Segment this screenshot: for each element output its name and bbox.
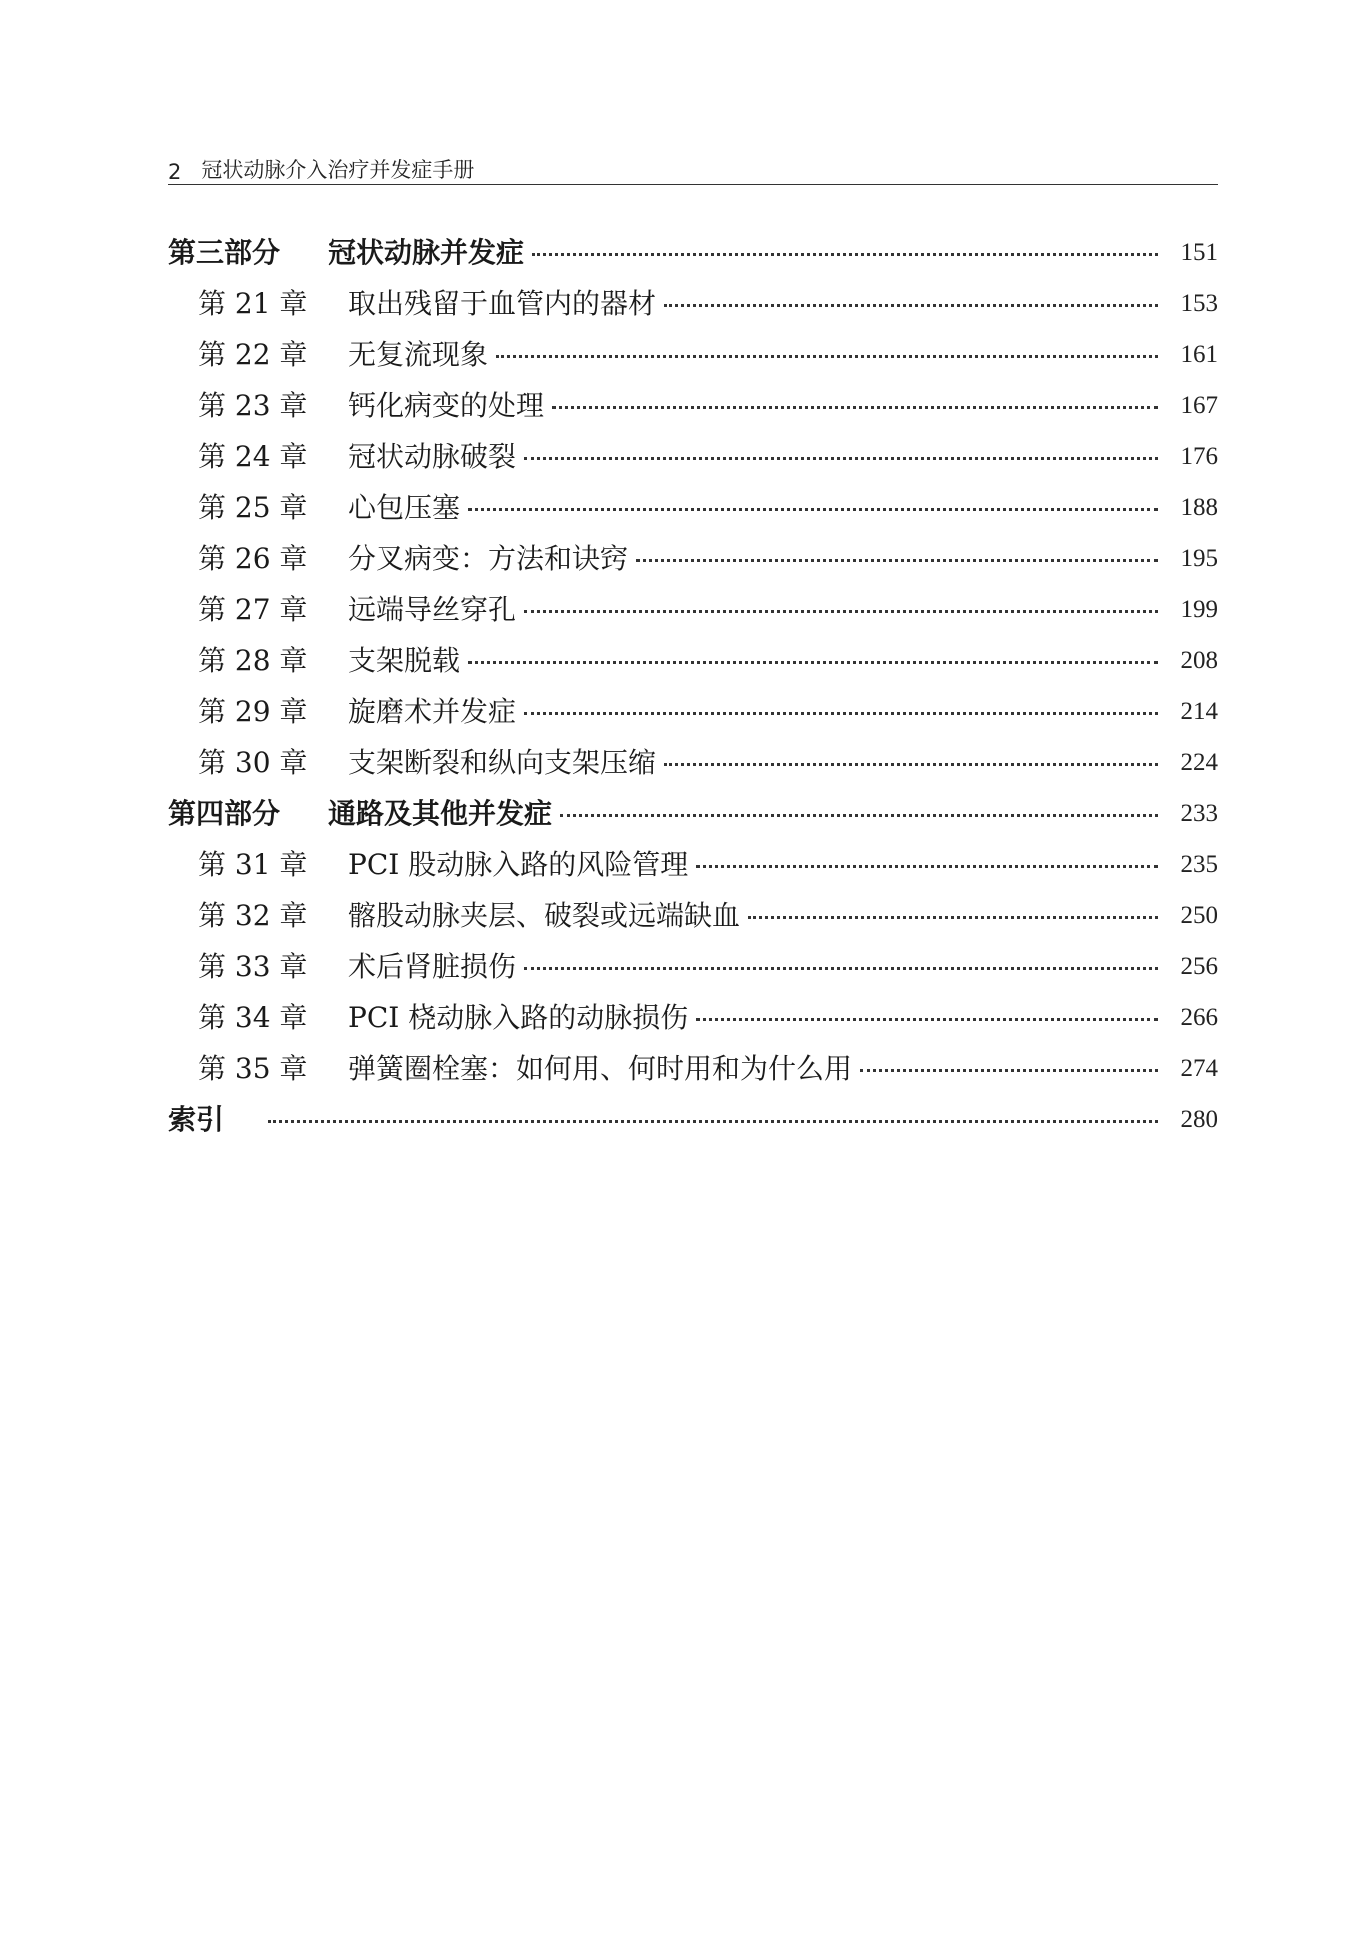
toc-title: 支架脱载 — [348, 644, 461, 677]
toc-title: 钙化病变的处理 — [348, 389, 545, 422]
toc-title: 支架断裂和纵向支架压缩 — [348, 746, 657, 779]
running-header — [168, 148, 1218, 184]
toc-page-number: 199 — [1180, 596, 1218, 623]
header-divider — [168, 184, 1218, 185]
toc-title: 弹簧圈栓塞：如何用、何时用和为什么用 — [348, 1052, 853, 1085]
toc-title: PCI 桡动脉入路的动脉损伤 — [348, 1001, 689, 1034]
toc-prefix: 第 23 章 — [198, 389, 308, 422]
toc-prefix: 第三部分 — [168, 236, 281, 269]
toc-title: 分叉病变：方法和诀窍 — [348, 542, 629, 575]
toc-page-number: 280 — [1180, 1106, 1218, 1133]
dot-leader — [664, 304, 1158, 307]
dot-leader — [496, 355, 1158, 358]
toc-title: PCI 股动脉入路的风险管理 — [348, 848, 689, 881]
dot-leader — [468, 661, 1158, 664]
toc-prefix: 第 33 章 — [198, 950, 308, 983]
dot-leader — [696, 1018, 1158, 1021]
toc-page-number: 208 — [1180, 647, 1218, 674]
toc-prefix: 第 24 章 — [198, 440, 308, 473]
toc-chapter-30[interactable] — [168, 737, 1218, 788]
toc-title: 心包压塞 — [348, 491, 461, 524]
toc-page-number: 188 — [1180, 494, 1218, 521]
toc-chapter-25[interactable] — [168, 482, 1218, 533]
toc-prefix: 第 28 章 — [198, 644, 308, 677]
toc-title: 通路及其他并发症 — [328, 797, 553, 830]
toc-prefix: 索引 — [168, 1103, 225, 1136]
toc-page-number: 274 — [1180, 1055, 1218, 1082]
toc-title: 取出残留于血管内的器材 — [348, 287, 657, 320]
dot-leader — [524, 457, 1158, 460]
dot-leader — [524, 712, 1158, 715]
toc-chapter-21[interactable] — [168, 278, 1218, 329]
toc-part-4[interactable] — [168, 788, 1218, 839]
toc-chapter-24[interactable] — [168, 431, 1218, 482]
header-page-number: 2 — [168, 160, 182, 184]
toc-part-3[interactable] — [168, 227, 1218, 278]
toc-title: 冠状动脉破裂 — [348, 440, 517, 473]
toc-page-number: 233 — [1180, 800, 1218, 827]
toc-page-number: 176 — [1180, 443, 1218, 470]
dot-leader — [860, 1069, 1158, 1072]
toc-page-number: 214 — [1180, 698, 1218, 725]
toc-prefix: 第 25 章 — [198, 491, 308, 524]
dot-leader — [636, 559, 1158, 562]
toc-page-number: 266 — [1180, 1004, 1218, 1031]
toc-prefix: 第 34 章 — [198, 1001, 308, 1034]
toc-prefix: 第 27 章 — [198, 593, 308, 626]
toc-page-number: 256 — [1180, 953, 1218, 980]
toc-chapter-33[interactable] — [168, 941, 1218, 992]
toc-chapter-32[interactable] — [168, 890, 1218, 941]
dot-leader — [524, 610, 1158, 613]
toc-prefix: 第 26 章 — [198, 542, 308, 575]
toc-title: 无复流现象 — [348, 338, 489, 371]
dot-leader — [664, 763, 1158, 766]
toc-chapter-22[interactable] — [168, 329, 1218, 380]
toc-chapter-23[interactable] — [168, 380, 1218, 431]
toc-index[interactable] — [168, 1094, 1218, 1145]
toc-prefix: 第 29 章 — [198, 695, 308, 728]
dot-leader — [532, 253, 1158, 256]
dot-leader — [552, 406, 1158, 409]
dot-leader — [524, 967, 1158, 970]
toc-prefix: 第 21 章 — [198, 287, 308, 320]
dot-leader — [268, 1120, 1158, 1123]
toc-chapter-26[interactable] — [168, 533, 1218, 584]
toc-chapter-28[interactable] — [168, 635, 1218, 686]
toc-prefix: 第四部分 — [168, 797, 281, 830]
toc-page-number: 224 — [1180, 749, 1218, 776]
toc-prefix: 第 31 章 — [198, 848, 308, 881]
dot-leader — [468, 508, 1158, 511]
dot-leader — [560, 814, 1158, 817]
toc-prefix: 第 22 章 — [198, 338, 308, 371]
toc-title: 髂股动脉夹层、破裂或远端缺血 — [348, 899, 741, 932]
table-of-contents — [168, 227, 1218, 1145]
toc-page-number: 151 — [1180, 239, 1218, 266]
toc-title: 旋磨术并发症 — [348, 695, 517, 728]
toc-chapter-29[interactable] — [168, 686, 1218, 737]
toc-page-number: 195 — [1180, 545, 1218, 572]
dot-leader — [748, 916, 1158, 919]
toc-title: 术后肾脏损伤 — [348, 950, 517, 983]
toc-chapter-35[interactable] — [168, 1043, 1218, 1094]
toc-prefix: 第 35 章 — [198, 1052, 308, 1085]
toc-chapter-27[interactable] — [168, 584, 1218, 635]
toc-title: 远端导丝穿孔 — [348, 593, 517, 626]
toc-chapter-34[interactable] — [168, 992, 1218, 1043]
toc-page-number: 167 — [1180, 392, 1218, 419]
dot-leader — [696, 865, 1158, 868]
toc-prefix: 第 30 章 — [198, 746, 308, 779]
toc-chapter-31[interactable] — [168, 839, 1218, 890]
toc-page-number: 235 — [1180, 851, 1218, 878]
toc-page-number: 161 — [1180, 341, 1218, 368]
toc-page-number: 153 — [1180, 290, 1218, 317]
header-book-title: 冠状动脉介入治疗并发症手册 — [201, 158, 475, 182]
toc-prefix: 第 32 章 — [198, 899, 308, 932]
toc-title: 冠状动脉并发症 — [328, 236, 525, 269]
toc-page-number: 250 — [1180, 902, 1218, 929]
